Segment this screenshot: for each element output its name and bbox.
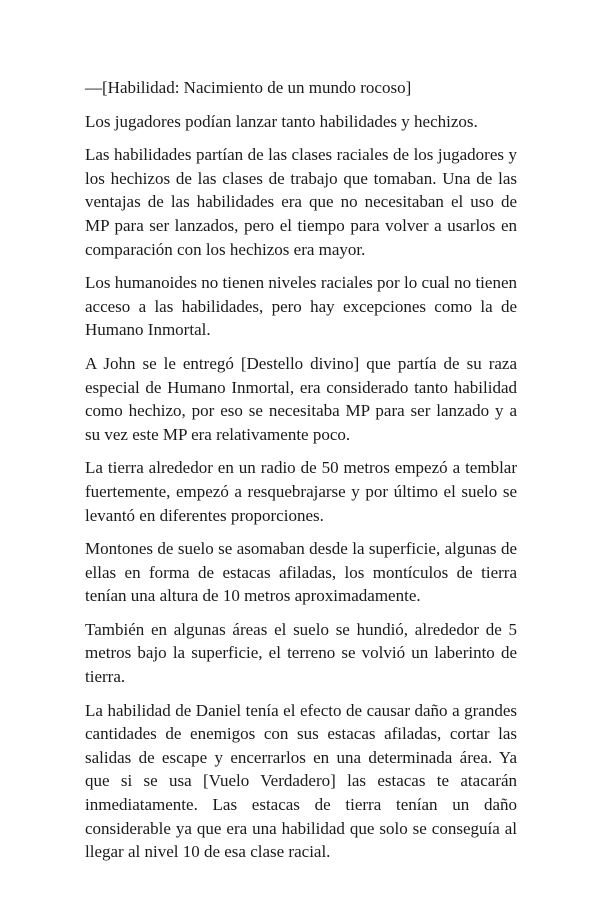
paragraph: A John se le entregó [Destello divino] que partía de su raza especial de Humano Inmortal, era considerado tanto habilidad como hechizo, por eso se necesitaba MP para ser lanzado y a su vez este MP era relativamente poco. — [85, 353, 517, 444]
paragraph: Las habilidades partían de las clases raciales de los jugadores y los hechizos de las clases de trabajo que tomaban. Una de las ventajas de las habilidades era que no necesitaban el uso de MP para ser lanzados, pero el tiempo para volver a usarlos en comparación con los hechizos era mayor. — [85, 145, 517, 259]
paragraph: Los jugadores podían lanzar tanto habilidades y hechizos. — [85, 111, 478, 131]
paragraph: La tierra alrededor en un radio de 50 metros empezó a temblar fuertemente, empezó a resquebrajarse y por último el suelo se levantó en diferentes proporciones. — [85, 458, 517, 525]
document-page — [85, 76, 517, 874]
skill-heading: —[Habilidad: Nacimiento de un mundo rocoso] — [85, 78, 412, 97]
paragraph: Montones de suelo se asomaban desde la superficie, algunas de ellas en forma de estacas afiladas, los montículos de tierra tenían una altura de 10 metros aproximadamente. — [85, 539, 517, 606]
paragraph: Los humanoides no tienen niveles raciales por lo cual no tienen acceso a las habilidades, pero hay excepciones como la de Humano Inmortal. — [85, 273, 517, 340]
paragraph: También en algunas áreas el suelo se hundió, alrededor de 5 metros bajo la superficie, el terreno se volvió un laberinto de tierra. — [85, 619, 517, 687]
paragraph: La habilidad de Daniel tenía el efecto de causar daño a grandes cantidades de enemigos con sus estacas afiladas, cortar las salidas de escape y encerrarlos en una determinada área. Ya que si se usa [Vuelo Verdadero] las estacas te atacarán inmediatamente. Las estacas de tierra tenían un daño considerable ya que era una habilidad que solo se conseguía al llegar al nivel 10 de esa clase racial. — [85, 700, 517, 862]
